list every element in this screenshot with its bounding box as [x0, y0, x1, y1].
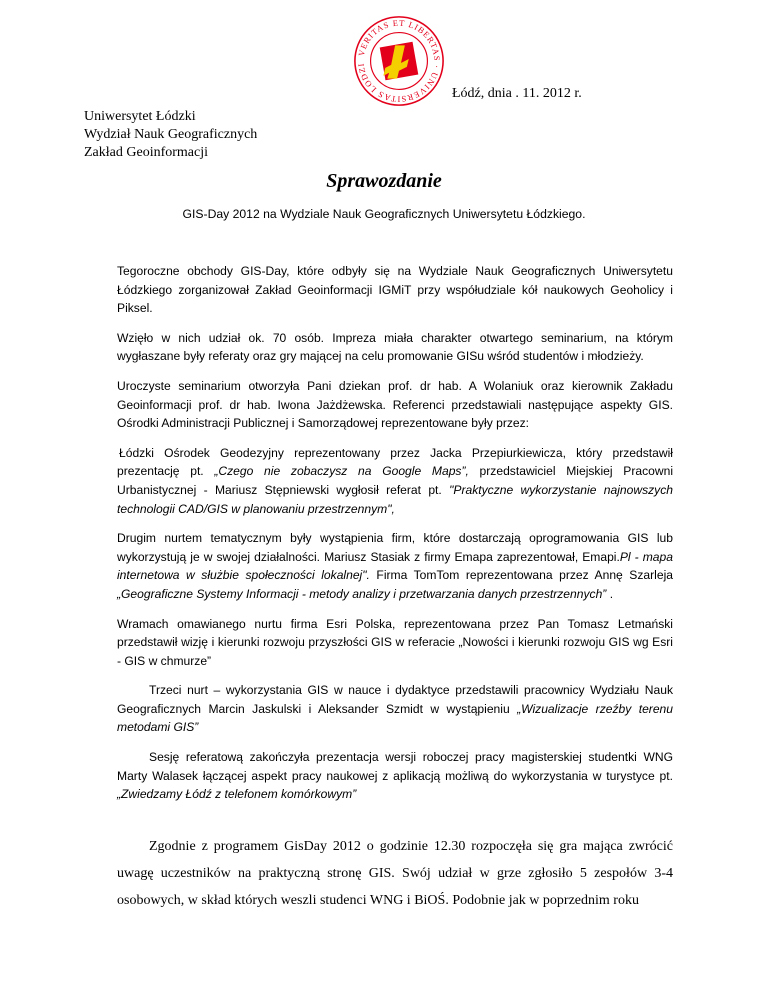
- svg-text:VERITAS ET LIBERTAS · UNIVERSI: VERITAS ET LIBERTAS · UNIVERSITAS LODZI: [355, 17, 443, 105]
- paragraph-opening: Uroczyste seminarium otworzyła Pani dziekan prof. dr hab. A Wolaniuk oraz kierownik Zakładu Geoinformacji prof. dr hab. Iwona Jażdżewska. Referenci przedstawiali następujące aspekty GIS. Ośrodki Administracji Publicznej i Samorządowej reprezentowane były przez:: [117, 378, 673, 431]
- paragraph-intro: Tegoroczne obchody GIS-Day, które odbyły się na Wydziale Nauk Geograficznych Uniwersytetu Łódzkiego zorganizował Zakład Geoinformacji IGMiT przy współudziale kół naukowych Geoholicy i Piksel.: [117, 264, 673, 316]
- document-subtitle: GIS-Day 2012 na Wydziale Nauk Geograficznych Uniwersytetu Łódzkiego.: [182, 207, 586, 221]
- faculty-name: Wydział Nauk Geograficznych: [84, 127, 258, 142]
- paragraph-game: Zgodnie z programem GisDay 2012 o godzinie 12.30 rozpoczęła się gra mająca zwrócić uwagę uczestników na praktyczną stronę GIS. Swój udział w grze zgłosiło 5 zespołów 3-4 osobowych, w skład których weszli studenci WNG i BiOŚ. Podobnie jak w poprzednim roku: [117, 839, 673, 908]
- paragraph-thesis: Sesję referatową zakończyła prezentacja wersji roboczej pracy magisterskiej studentki WNG Marty Walasek łączącej aspekt pracy naukowej z aplikacją możliwą do wykorzystania w turystyce pt. „Zwiedzamy Łódź z telefonem komórkowym”: [117, 750, 673, 802]
- document-title: Sprawozdanie: [326, 170, 442, 192]
- institution-block: [84, 108, 257, 162]
- presentation-title: Pl - mapa internetowa w służbie społeczności lokalnej".: [117, 549, 673, 583]
- paragraph-participants: Wzięło w nich udział ok. 70 osób. Impreza miała charakter otwartego seminarium, na którym wygłaszane były referaty oraz gry mającej na celu promowanie GISu wśród studentów i młodzieży.: [117, 330, 673, 364]
- report-body: [117, 262, 673, 815]
- university-logo: [350, 12, 448, 110]
- presentation-title: „Geograficzne Systemy Informacji - metody analizy i przetwarzania danych przestrzennych”: [117, 586, 607, 601]
- paragraph-esri: Wramach omawianego nurtu firma Esri Polska, reprezentowana przez Pan Tomasz Letmański przedstawił wizję i kierunki rozwoju przyszłości GIS w referacie „Nowości i kierunki rozwoju GIS wg Esri - GIS w chmurze”: [117, 616, 673, 668]
- paragraph-science: Trzeci nurt – wykorzystania GIS w nauce i dydaktyce przedstawili pracownicy Wydziału Nauk Geograficznych Marcin Jaskulski i Aleksander Szmidt w wystąpieniu „Wizualizacje rzeźby terenu metodami GIS”: [117, 683, 673, 735]
- university-seal-icon: [350, 12, 448, 110]
- document-date: Łódź, dnia . 11. 2012 r.: [452, 86, 582, 101]
- paragraph-administration: Łódzki Ośrodek Geodezyjny reprezentowany przez Jacka Przepiurkiewicza, który przedstawił prezentację pt. „Czego nie zobaczysz na Google Maps”, przedstawiciel Miejskiej Pracowni Urbanistycznej - Mariusz Stępniewski wygłosił referat pt. "Praktyczne wykorzystanie najnowszych technologii CAD/GIS w planowaniu przestrzennym",: [117, 445, 674, 516]
- department-name: Zakład Geoinformacji: [84, 145, 209, 160]
- presentation-title: „Wizualizacje rzeźby terenu metodami GIS”: [117, 701, 673, 735]
- presentation-title: „Czego nie zobaczysz na Google Maps”,: [214, 464, 469, 479]
- paragraph-companies: Drugim nurtem tematycznym były wystąpienia firm, które dostarczają oprogramowania GIS lub wykorzystują je w swojej działalności. Mariusz Stasiak z firmy Emapa zaprezentował, Emapi.Pl - mapa internetowa w służbie społeczności lokalnej". Firma TomTom reprezentowana przez Annę Szarleja „Geograficzne Systemy Informacji - metody analizy i przetwarzania danych przestrzennych” .: [117, 531, 673, 601]
- university-name: Uniwersytet Łódzki: [84, 109, 196, 124]
- presentation-title: "Praktyczne wykorzystanie najnowszych technologii CAD/GIS w planowaniu przestrzennym",: [117, 482, 673, 516]
- presentation-title: „Zwiedzamy Łódź z telefonem komórkowym”: [117, 787, 357, 802]
